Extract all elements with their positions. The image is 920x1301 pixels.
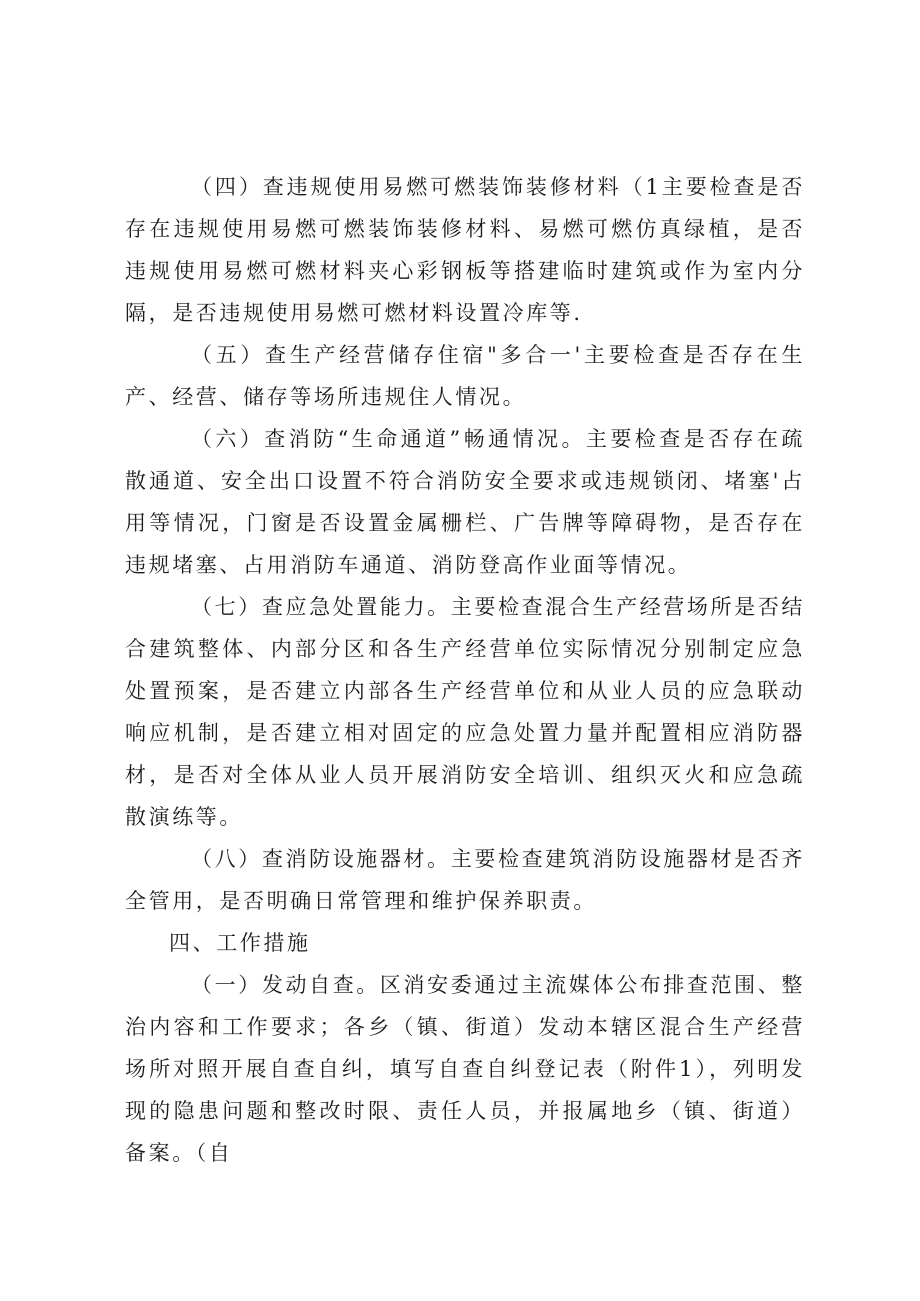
paragraph-item-6: （六）查消防“生命通道”畅通情况。主要检查是否存在疏散通道、安全出口设置不符合消防安全要求或违规锁闭、堵塞'占用等情况，门窗是否设置金属栅栏、广告牌等障碍物，是否存在违规堵塞、占用消防车通道、消防登高作业面等情况。 <box>125 427 805 577</box>
document-body <box>125 166 805 1174</box>
paragraph-item-4: （四）查违规使用易燃可燃装饰装修材料（1主要检查是否存在违规使用易燃可燃装饰装修材料、易燃可燃仿真绿植，是否违规使用易燃可燃材料夹心彩钢板等搭建临时建筑或作为室内分隔，是否违规使用易燃可燃材料设置冷库等. <box>125 175 805 325</box>
section-heading: 四、工作措施 <box>169 931 311 955</box>
paragraph-item-7: （七）查应急处置能力。主要检查混合生产经营场所是否结合建筑整体、内部分区和各生产经营单位实际情况分别制定应急处置预案，是否建立内部各生产经营单位和从业人员的应急联动响应机制，是否建立相对固定的应急处置力量并配置相应消防器材，是否对全体从业人员开展消防安全培训、组织灭火和应急疏散演练等。 <box>125 595 805 829</box>
paragraph-item-5: （五）查生产经营储存住宿"多合一'主要检查是否存在生产、经营、储存等场所违规住人情况。 <box>125 343 805 409</box>
paragraph-item-8: （八）查消防设施器材。主要检查建筑消防设施器材是否齐全管用，是否明确日常管理和维护保养职责。 <box>125 847 805 913</box>
paragraph-measure-1: （一）发动自查。区消安委通过主流媒体公布排查范围、整治内容和工作要求；各乡（镇、街道）发动本辖区混合生产经营场所对照开展自查自纠，填写自查自纠登记表（附件1），列明发现的隐患问题和整改时限、责任人员，并报属地乡（镇、街道）备案。（自 <box>125 973 805 1165</box>
